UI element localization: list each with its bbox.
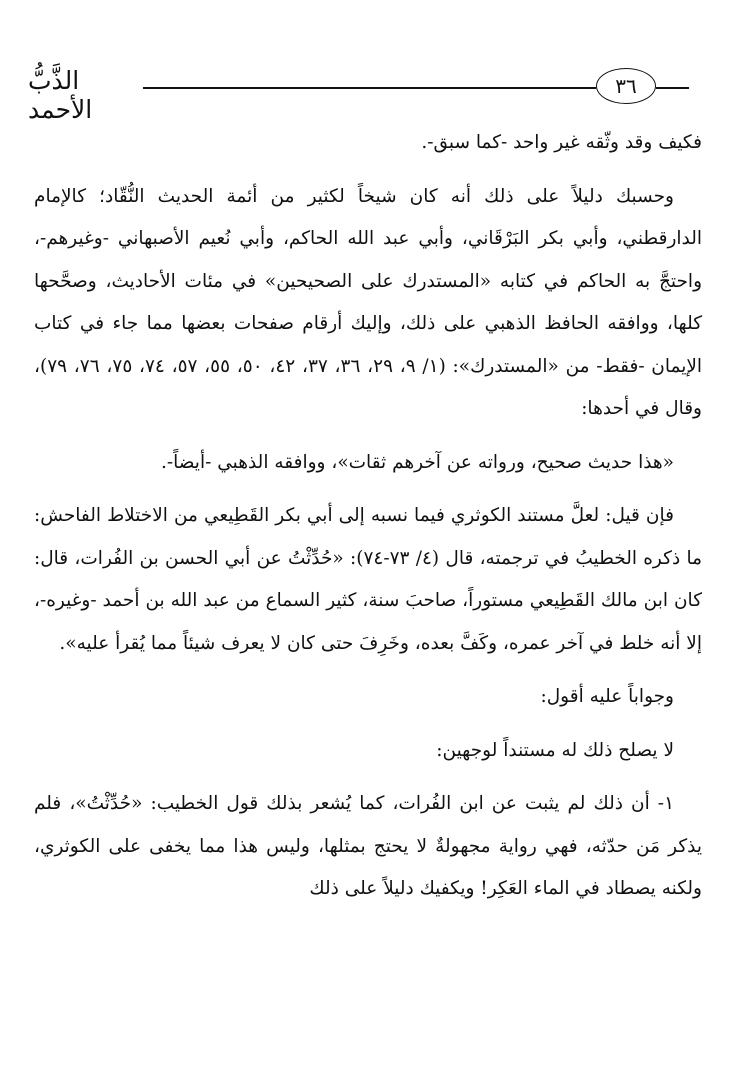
paragraph: وحسبك دليلاً على ذلك أنه كان شيخاً لكثير من أئمة الحديث النُّقّاد؛ كالإمام الدارقطني، وأبي بكر البَرْقَاني، وأبي عبد الله الحاكم، وأبي نُعيم الأصبهاني -وغيرهم-، واحتجَّ به الحاكم في كتابه «المستدرك على الصحيحين» في مئات الأحاديث، وصحَّحها كلها، ووافقه الحافظ الذهبي على ذلك، وإليك أرقام صفحات بعضها مما جاء في كتاب الإيمان -فقط- من «المستدرك»: (١/ ٩، ٢٩، ٣٦، ٣٧، ٤٢، ٥٠، ٥٥، ٥٧، ٧٤، ٧٥، ٧٦، ٧٩)، وقال في أحدها:: [34, 185, 703, 419]
header-rule-short: [656, 87, 689, 89]
header-rule: [143, 87, 596, 89]
paragraph: فكيف وقد وثّقه غير واحد -كما سبق-.: [421, 132, 702, 153]
paragraph: فإن قيل: لعلَّ مستند الكوثري فيما نسبه إلى أبي بكر القَطِيعي من الاختلاط الفاحش: ما ذكره الخطيبُ في ترجمته، قال (٤/ ٧٣-٧٤): «حُدِّثْتُ عن أبي الحسن بن الفُرات، قال: كان ابن مالك القَطِيعي مستوراً، صاحبَ سنة، كثير السماع من عبد الله بن أحمد -وغيره-، إلا أنه خلط في آخر عمره، وكَفَّ بعده، وخَرِفَ حتى كان لا يعرف شيئاً مما يُقرأ عليه».: [34, 505, 702, 654]
quote-paragraph: «هذا حديث صحيح، ورواته عن آخرهم ثقات»، ووافقه الذهبي -أيضاً-.: [160, 451, 674, 473]
running-title: الذَّبُّ الأحمد: [28, 66, 93, 124]
paragraph: لا يصلح ذلك له مستنداً لوجهين:: [436, 739, 674, 761]
page-body: [34, 122, 702, 922]
page-number: ٣٦: [596, 68, 656, 104]
numbered-paragraph: ١- أن ذلك لم يثبت عن ابن الفُرات، كما يُشعر بذلك قول الخطيب: «حُدِّثْتُ»، فلم يذكر مَن حدّثه، فهي رواية مجهولةٌ لا يحتج بمثلها، وليس هذا مما يخفى على الكوثري، ولكنه يصطاد في الماء العَكِر! ويكفيك دليلاً على ذلك: [34, 793, 702, 899]
paragraph: وجواباً عليه أقول:: [540, 686, 674, 707]
page-header: [28, 62, 718, 124]
